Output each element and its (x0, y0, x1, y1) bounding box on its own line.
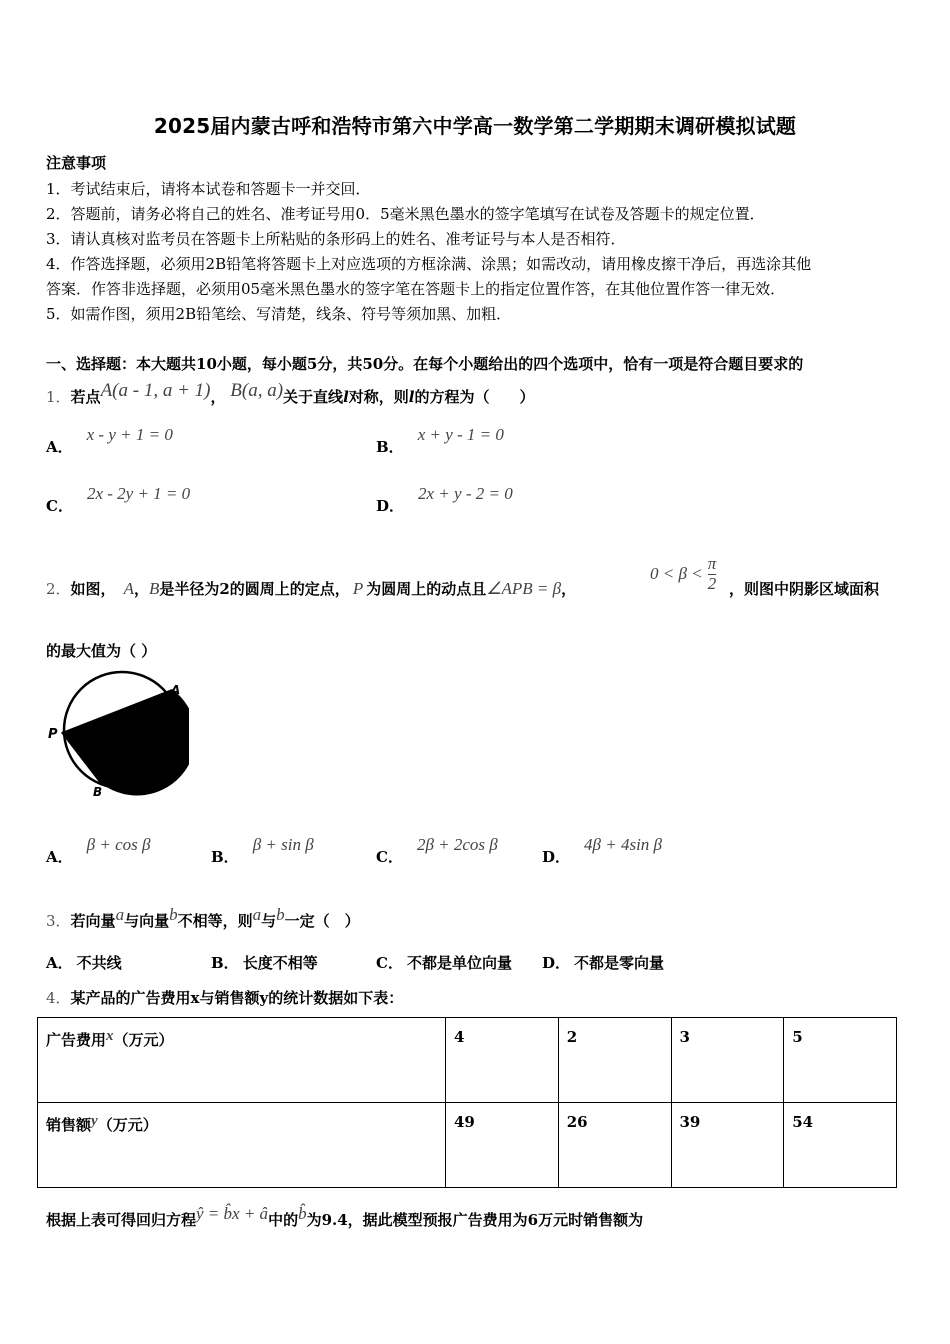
option-text: 不都是单位向量 (406, 954, 512, 972)
q3-text: 与 (261, 912, 277, 930)
table-cell: 54 (784, 1103, 897, 1188)
q3-text: 若向量 (70, 912, 116, 930)
q1-text: 若点 (70, 388, 101, 406)
line-l: l (408, 388, 415, 406)
question-number: 1． (46, 388, 71, 406)
option-expr: 2x + y - 2 = 0 (418, 484, 513, 503)
table-cell: 39 (671, 1103, 784, 1188)
range-text: 0 < β < (650, 564, 703, 584)
option-expr: x - y + 1 = 0 (86, 425, 173, 444)
option-c[interactable] (376, 835, 498, 867)
circle-figure (44, 668, 189, 803)
notice-heading: 注意事项 (46, 154, 107, 172)
option-label: B． (211, 848, 239, 866)
frac-numerator: π (707, 554, 717, 573)
q1-text: 的方程为（ ） (414, 388, 535, 406)
question-number: 2． (46, 580, 71, 598)
notice-item: 4．作答选择题，必须用2B铅笔将答题卡上对应选项的方框涂满、涂黑；如需改动，请用橡皮擦干净后，再选涂其他 (46, 255, 812, 273)
q2-text: ， (133, 580, 149, 598)
option-expr: x + y - 1 = 0 (417, 425, 504, 444)
question-4 (46, 987, 403, 1008)
question-number: 4． (46, 989, 71, 1007)
q4-text: 中的 (268, 1211, 299, 1229)
q1-text: 关于直线 (283, 388, 344, 406)
option-expr: 2β + 2cos β (416, 835, 498, 854)
option-a[interactable] (46, 835, 151, 867)
table-row-label (38, 1103, 446, 1188)
option-label: C． (46, 497, 73, 515)
option-b[interactable] (376, 425, 504, 457)
option-label: A． (46, 848, 73, 866)
pi-over-two (708, 555, 717, 593)
option-label: B． (211, 954, 239, 972)
question-number: 3． (46, 912, 71, 930)
q2-text: 如图， (70, 580, 116, 598)
table-cell: 3 (671, 1018, 784, 1103)
option-text: 不共线 (76, 954, 122, 972)
vector-b: b (169, 905, 178, 924)
table-cell: 26 (558, 1103, 671, 1188)
q3-text: 与向量 (124, 912, 170, 930)
option-label: C． (376, 848, 403, 866)
table-cell: 2 (558, 1018, 671, 1103)
option-expr: 4β + 4sin β (584, 835, 663, 854)
q2-text: ，则图中阴影区域面积 (729, 580, 880, 598)
point-b: B (148, 579, 160, 598)
regression-equation: ŷ = b̂x + â (196, 1204, 269, 1223)
beta-range (650, 555, 716, 593)
section-heading: 一、选择题：本大题共10小题，每小题5分，共50分。在每个小题给出的四个选项中，恰有一项是符合题目要求的 (46, 355, 804, 373)
option-text: 不都是零向量 (574, 954, 665, 972)
question-2 (46, 578, 576, 599)
table-row (38, 1018, 897, 1103)
q2-text: ， (561, 580, 577, 598)
vector-b: b (276, 905, 285, 924)
option-expr: 2x - 2y + 1 = 0 (86, 484, 191, 503)
option-a[interactable] (46, 425, 173, 457)
table-cell: 5 (784, 1018, 897, 1103)
question-1 (46, 380, 535, 407)
data-table (37, 1017, 897, 1188)
label-a: A (171, 683, 181, 697)
q1-comma: ， (210, 388, 226, 406)
option-text: 长度不相等 (242, 954, 318, 972)
q1-text: 对称，则 (348, 388, 409, 406)
notice-item: 答案．作答非选择题，必须用05毫米黑色墨水的签字笔在答题卡上的指定位置作答，在其他位置作答一律无效． (46, 280, 786, 298)
q4-text: 某产品的广告费用x与销售额y的统计数据如下表： (70, 989, 404, 1007)
option-b[interactable] (211, 952, 318, 973)
table-row (38, 1103, 897, 1188)
option-expr: β + cos β (86, 835, 151, 854)
option-label: C． (376, 954, 403, 972)
var-x: x (106, 1028, 114, 1044)
option-label: D． (542, 954, 571, 972)
option-c[interactable] (46, 484, 191, 516)
option-label: B． (376, 438, 404, 456)
option-label: D． (542, 848, 571, 866)
angle-apb: ∠APB = β (486, 579, 562, 598)
q3-text: 不相等，则 (177, 912, 253, 930)
notice-item: 3．请认真核对监考员在答题卡上所粘贴的条形码上的姓名、准考证号与本人是否相符． (46, 230, 626, 248)
table-cell: 49 (446, 1103, 559, 1188)
var-y: y (91, 1113, 98, 1129)
table-cell: 4 (446, 1018, 559, 1103)
option-label: A． (46, 954, 73, 972)
q4-text: 为9.4，据此模型预报广告费用为6万元时销售额为 (306, 1211, 644, 1229)
option-expr: β + sin β (252, 835, 314, 854)
option-d[interactable] (542, 835, 663, 867)
point-b: B(a, a) (230, 380, 284, 401)
b-hat: b̂ (298, 1204, 307, 1223)
q2-text: 是半径为2的圆周上的定点， (159, 580, 350, 598)
q4-follow-up (46, 1204, 643, 1230)
q4-text: 根据上表可得回归方程 (46, 1211, 197, 1229)
point-a: A(a - 1, a + 1) (100, 380, 211, 401)
line-l: l (343, 388, 349, 406)
label-p: P (48, 727, 58, 742)
point-a: A (123, 579, 134, 598)
question-3 (46, 905, 360, 931)
vector-a: a (252, 905, 262, 924)
q2-text: 为圆周上的动点且 (366, 580, 487, 598)
table-row-label (38, 1018, 446, 1103)
frac-denominator: 2 (707, 573, 717, 593)
option-d[interactable] (542, 952, 664, 973)
point-p: P (352, 579, 364, 598)
option-label: D． (376, 497, 405, 515)
q3-text: 一定（ ） (284, 912, 360, 930)
label-unit: （万元） (97, 1116, 158, 1134)
option-label: A． (46, 438, 73, 456)
option-d[interactable] (376, 484, 513, 516)
page-title: 2025届内蒙古呼和浩特市第六中学高一数学第二学期期末调研模拟试题 (153, 114, 797, 138)
notice-item: 5．如需作图，须用2B铅笔绘、写清楚，线条、符号等须加黑、加粗． (46, 305, 512, 323)
option-a[interactable] (46, 952, 122, 973)
label-text: 销售额 (46, 1116, 92, 1134)
option-c[interactable] (376, 952, 512, 973)
notice-item: 1．考试结束后，请将本试卷和答题卡一并交回． (46, 180, 371, 198)
notice-item: 2．答题前，请务必将自己的姓名、准考证号用0．5毫米黑色墨水的签字笔填写在试卷及答题卡的规定位置． (46, 205, 765, 223)
vector-a: a (115, 905, 125, 924)
q2-text: 的最大值为（ ） (46, 642, 157, 660)
label-b: B (93, 785, 103, 799)
label-unit: （万元） (113, 1031, 174, 1049)
option-b[interactable] (211, 835, 314, 867)
label-text: 广告费用 (46, 1031, 107, 1049)
shaded-region (62, 689, 189, 796)
